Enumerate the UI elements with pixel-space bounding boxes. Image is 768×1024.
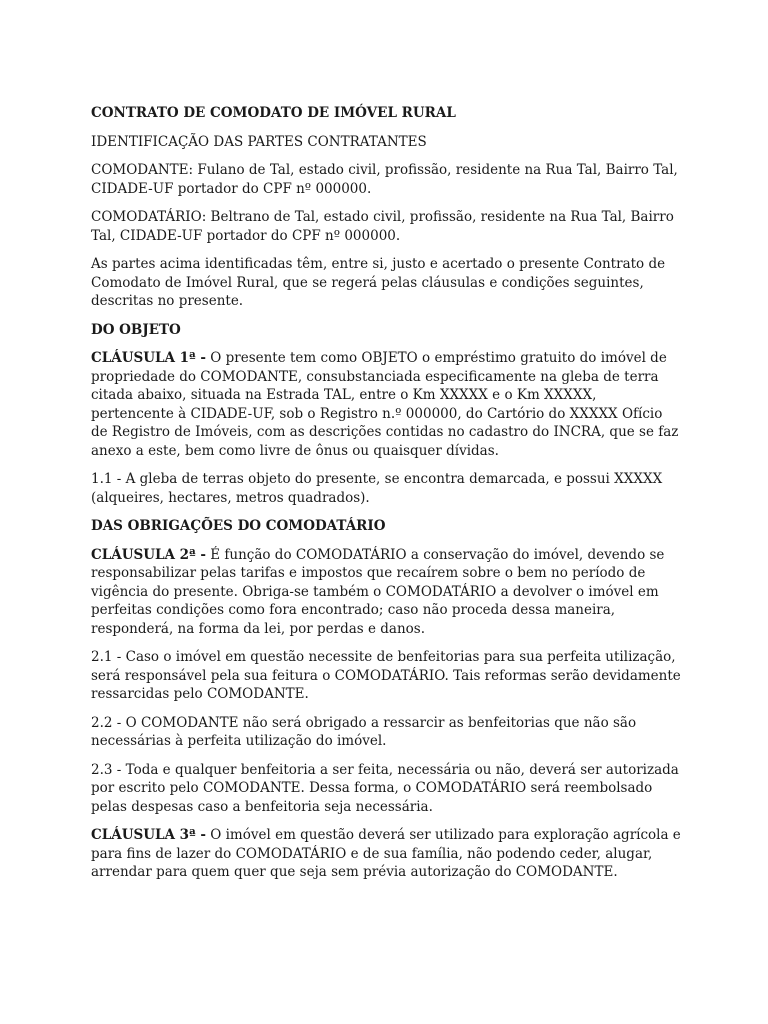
clause-2-text: É função do COMODATÁRIO a conservação do imóvel, devendo se responsabilizar pelas tarifas e impostos que recaírem sobre o bem no período de vigência do presente. Obriga-se também o COMODATÁRIO a devolver o imóvel em perfeitas condições como fora encontrado; caso não proceda dessa maneira, responderá, na forma da lei, por perdas e danos.	[91, 546, 665, 637]
section-heading-obrigacoes: DAS OBRIGAÇÕES DO COMODATÁRIO	[91, 518, 386, 534]
clause-2-label: CLÁUSULA 2ª -	[91, 546, 206, 563]
clause-1-paragraph	[91, 349, 681, 460]
document-title: CONTRATO DE COMODATO DE IMÓVEL RURAL	[91, 105, 456, 121]
comodatario-paragraph: COMODATÁRIO: Beltrano de Tal, estado civil, profissão, residente na Rua Tal, Bairro Tal, CIDADE-UF portador do CPF nº 000000.	[91, 209, 674, 244]
item-2-2-paragraph: 2.2 - O COMODANTE não será obrigado a ressarcir as benfeitorias que não são necessárias à perfeita utilização do imóvel.	[91, 714, 637, 749]
comodante-paragraph: COMODANTE: Fulano de Tal, estado civil, profissão, residente na Rua Tal, Bairro Tal, CIDADE-UF portador do CPF nº 000000.	[91, 162, 678, 197]
item-2-1-paragraph: 2.1 - Caso o imóvel em questão necessite de benfeitorias para sua perfeita utilização, será responsável pela sua feitura o COMODATÁRIO. Tais reformas serão devidamente ressarcidas pelo COMODANTE.	[91, 649, 681, 702]
clause-3-label: CLÁUSULA 3ª -	[91, 827, 206, 843]
document-page	[91, 104, 681, 892]
item-2-3-paragraph: 2.3 - Toda e qualquer benfeitoria a ser feita, necessária ou não, deverá ser autorizada por escrito pelo COMODANTE. Dessa forma, o COMODATÁRIO será reembolsado pelas despesas caso a benfeitoria seja necessária.	[91, 761, 679, 815]
clause-3-text: O imóvel em questão deverá ser utilizado para exploração agrícola e para fins de lazer do COMODATÁRIO e de sua família, não podendo ceder, alugar, arrendar para quem quer que seja sem prévia autorização do COMODANTE.	[91, 827, 681, 880]
clause-1-text: O presente tem como OBJETO o empréstimo gratuito do imóvel de propriedade do COMODANTE, consubstanciada especificamente na gleba de terra citada abaixo, situada na Estrada TAL, entre o Km XXXXX e o Km XXXXX, pertencente à CIDADE-UF, sob o Registro n.º 000000, do Cartório do XXXXX Ofício de Registro de Imóveis, com as descrições contidas no cadastro do INCRA, que se faz anexo a este, bem como livre de ônus ou quaisquer dívidas.	[91, 350, 679, 459]
intro-paragraph: As partes acima identificadas têm, entre si, justo e acertado o presente Contrato de Comodato de Imóvel Rural, que se regerá pelas cláusulas e condições seguintes, descritas no presente.	[91, 256, 666, 309]
clause-2-paragraph	[91, 546, 681, 639]
item-1-1-paragraph: 1.1 - A gleba de terras objeto do presente, se encontra demarcada, e possui XXXXX (alqueires, hectares, metros quadrados).	[91, 471, 663, 506]
clause-1-label: CLÁUSULA 1ª -	[91, 350, 206, 366]
clause-3-paragraph	[91, 826, 681, 882]
parties-heading: IDENTIFICAÇÃO DAS PARTES CONTRATANTES	[91, 133, 427, 150]
section-heading-objeto: DO OBJETO	[91, 321, 181, 338]
